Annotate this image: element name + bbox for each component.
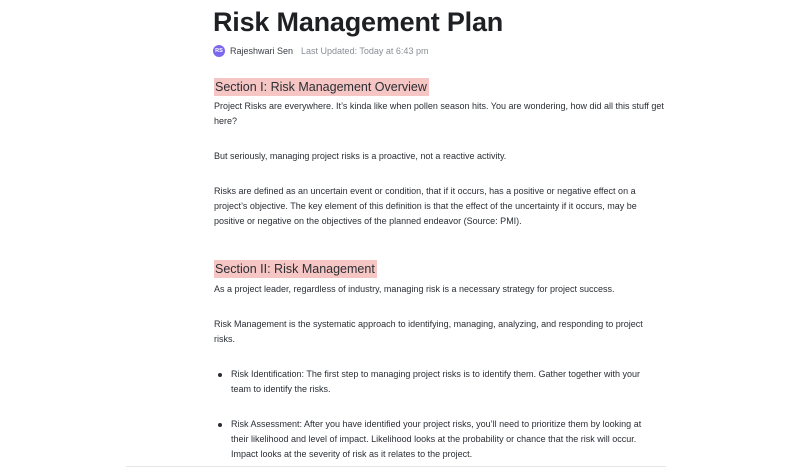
paragraph-5[interactable]: Risk Management is the systematic approach to identifying, managing, analyzing, and responding to project risks. — [214, 319, 643, 344]
author-avatar[interactable]: RS — [213, 45, 225, 57]
bullet-risk-identification[interactable]: Risk Identification: The first step to managing project risks is to identify them. Gather together with your team to identify the risks. — [231, 369, 641, 394]
bullet-dot — [218, 423, 222, 427]
paragraph-1[interactable]: Project Risks are everywhere. It’s kinda like when pollen season hits. You are wondering, how did all this stuff get here? — [214, 101, 664, 126]
paragraph-2[interactable]: But seriously, managing project risks is a proactive, not a reactive activity. — [214, 151, 507, 161]
section-1-heading[interactable]: Section I: Risk Management Overview — [215, 80, 427, 94]
last-updated: Last Updated: Today at 6:43 pm — [301, 46, 429, 56]
bullet-dot — [218, 373, 222, 377]
divider — [126, 466, 666, 467]
paragraph-3[interactable]: Risks are defined as an uncertain event or condition, that if it occurs, has a positive or negative effect on a project’s objective. The key element of this definition is that the effect of the uncertainty if it occurs, may be positive or negative on the objectives of the planned endeavor (Source: PMI). — [214, 186, 637, 226]
page-title[interactable]: Risk Management Plan — [213, 7, 504, 37]
document-meta — [213, 45, 428, 57]
section-2-heading[interactable]: Section II: Risk Management — [215, 262, 375, 276]
bullet-risk-assessment[interactable]: Risk Assessment: After you have identified your project risks, you’ll need to prioritize them by looking at their likelihood and level of impact. Likelihood looks at the probability or chance that the risk will occur. Impact looks at the severity of risk as it relates to the project. — [231, 419, 642, 459]
author-name[interactable]: Rajeshwari Sen — [230, 46, 294, 56]
paragraph-4[interactable]: As a project leader, regardless of industry, managing risk is a necessary strategy for project success. — [214, 284, 615, 294]
